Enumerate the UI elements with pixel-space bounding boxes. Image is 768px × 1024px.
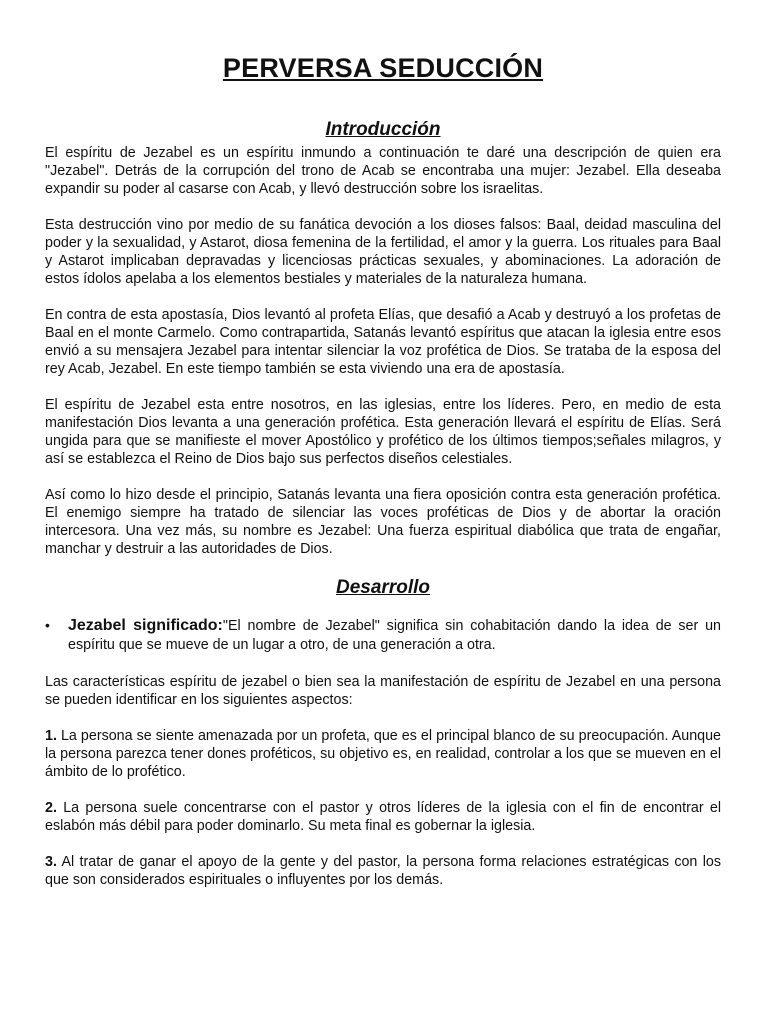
bullet-text: "El nombre de Jezabel" significa sin cohabitación dando la idea de ser un espíritu que se mueve de un lugar a otro, de una generación a otra. xyxy=(68,618,721,653)
development-intro: Las características espíritu de jezabel o bien sea la manifestación de espíritu de Jezabel en una persona se pueden identificar en los siguientes aspectos: xyxy=(45,674,721,708)
intro-paragraph: El espíritu de Jezabel esta entre nosotros, en las iglesias, entre los líderes. Pero, en medio de esta manifestación Dios levanta a una generación profética. Esta generación llevará el espíritu de Elías. Será ungida para que se manifieste el mover Apostólico y profético de los últimos tiempos;señales milagros, y así se establezca el Reino de Dios bajo sus perfectos diseños celestiales. xyxy=(45,397,721,467)
intro-paragraph: Así como lo hizo desde el principio, Satanás levanta una fiera oposición contra esta generación profética. El enemigo siempre ha tratado de silenciar las voces proféticas de Dios y de abortar la oración intercesora. Una vez más, su nombre es Jezabel: Una fuerza espiritual diabólica que trata de engañar, manchar y destruir a las autoridades de Dios. xyxy=(45,487,721,557)
numbered-item xyxy=(45,727,721,781)
intro-paragraph: En contra de esta apostasía, Dios levantó al profeta Elías, que desafió a Acab y destruyó a los profetas de Baal en el monte Carmelo. Como contrapartida, Satanás levantó espíritus que atacan la iglesia entre esos envió a su mensajera Jezabel para intentar silenciar la voz profética de Dios. Se trataba de la esposa del rey Acab, Jezabel. En este tiempo también se esta viviendo una era de apostasía. xyxy=(45,307,721,377)
item-number: 1. xyxy=(45,728,57,744)
intro-paragraph: El espíritu de Jezabel es un espíritu inmundo a continuación te daré una descripción de quien era "Jezabel". Detrás de la corrupción del trono de Acab se encontraba una mujer: Jezabel. Ella deseaba expandir su poder al casarse con Acab, y llevó destrucción sobre los israelitas. xyxy=(45,145,721,197)
bullet-term: Jezabel significado: xyxy=(68,617,223,634)
item-text: La persona suele concentrarse con el pastor y otros líderes de la iglesia con el fin de encontrar el eslabón más débil para poder dominarlo. Su meta final es gobernar la iglesia. xyxy=(45,800,721,834)
numbered-item xyxy=(45,853,721,889)
bullet-item xyxy=(45,616,721,655)
item-number: 2. xyxy=(45,800,57,816)
document-page xyxy=(45,48,721,889)
intro-heading: Introducción xyxy=(325,119,441,140)
bullet-marker: • xyxy=(45,617,50,633)
item-text: La persona se siente amenazada por un profeta, que es el principal blanco de su preocupación. Aunque la persona parezca tener dones proféticos, su objetivo es, en realidad, controlar a los que se mueven en el ámbito de lo profético. xyxy=(45,728,721,780)
item-number: 3. xyxy=(45,854,57,870)
development-heading: Desarrollo xyxy=(336,577,430,598)
numbered-item xyxy=(45,799,721,835)
item-text: Al tratar de ganar el apoyo de la gente y del pastor, la persona forma relaciones estratégicas con los que son considerados espirituales o influyentes por los demás. xyxy=(45,854,721,888)
intro-paragraph: Esta destrucción vino por medio de su fanática devoción a los dioses falsos: Baal, deidad masculina del poder y la sexualidad, y Astarot, diosa femenina de la fertilidad, el amor y la guerra. Los rituales para Baal y Astarot implicaban depravadas y licenciosas prácticas sexuales, y abominaciones. La adoración de estos ídolos apelaba a los elementos bestiales y materiales de la naturaleza humana. xyxy=(45,217,721,287)
document-title: PERVERSA SEDUCCIÓN xyxy=(222,53,544,83)
